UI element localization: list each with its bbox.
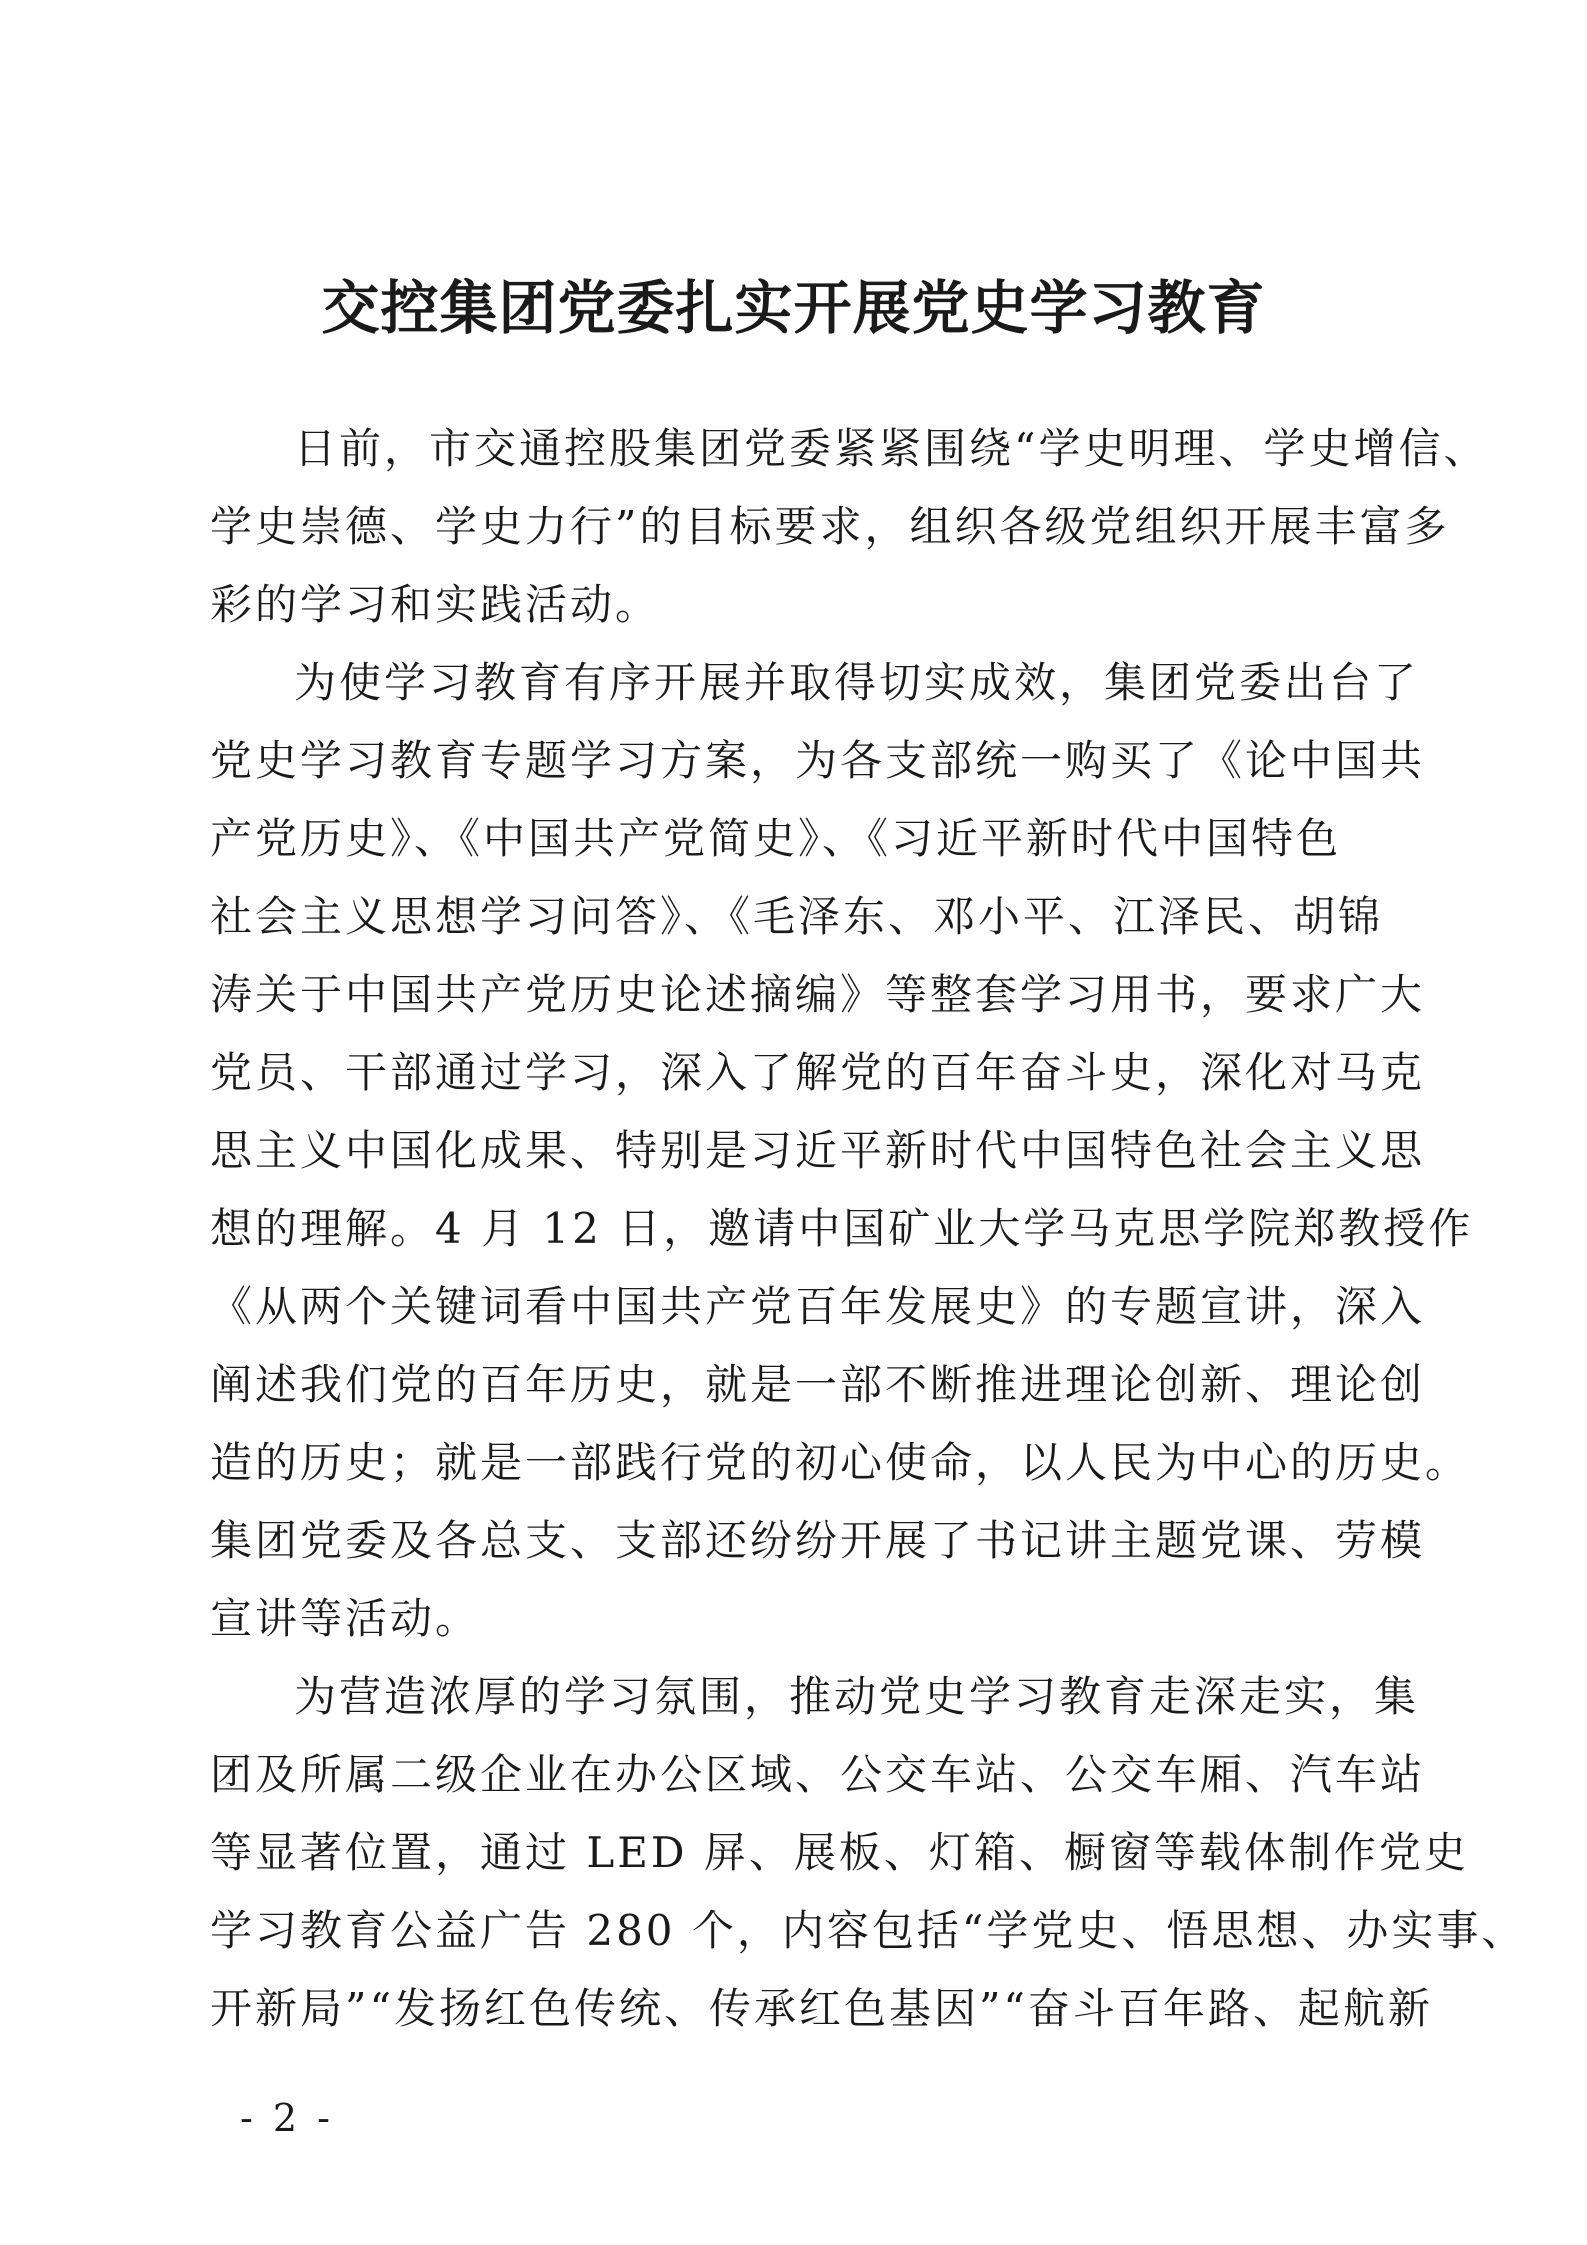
paragraph-line: 党员、干部通过学习，深入了解党的百年奋斗史，深化对马克 — [210, 1048, 1426, 1097]
paragraph-line: 等显著位置，通过 LED 屏、展板、灯箱、橱窗等载体制作党史 — [210, 1828, 1469, 1877]
document-title: 交控集团党委扎实开展党史学习教育 — [321, 274, 1266, 342]
paragraph-line: 彩的学习和实践活动。 — [210, 580, 661, 629]
paragraph-2 — [210, 644, 1474, 1658]
paragraph-3 — [210, 1658, 1527, 2048]
page-number: - 2 - — [240, 2096, 335, 2140]
paragraph-line: 阐述我们党的百年历史，就是一部不断推进理论创新、理论创 — [210, 1360, 1426, 1409]
paragraph-line: 团及所属二级企业在办公区域、公交车站、公交车厢、汽车站 — [210, 1750, 1426, 1799]
paragraph-line: 《从两个关键词看中国共产党百年发展史》的专题宣讲，深入 — [210, 1282, 1426, 1331]
paragraph-line: 涛关于中国共产党历史论述摘编》等整套学习用书，要求广大 — [210, 970, 1426, 1019]
paragraph-line: 思主义中国化成果、特别是习近平新时代中国特色社会主义思 — [210, 1126, 1426, 1175]
document-body — [210, 410, 1527, 2048]
paragraph-line: 造的历史；就是一部践行党的初心使命，以人民为中心的历史。 — [210, 1438, 1471, 1487]
paragraph-line: 党史学习教育专题学习方案，为各支部统一购买了《论中国共 — [210, 736, 1426, 785]
paragraph-line: 日前，市交通控股集团党委紧紧围绕“学史明理、学史增信、 — [294, 424, 1489, 473]
paragraph-line: 产党历史》、《中国共产党简史》、《习近平新时代中国特色 — [210, 814, 1342, 863]
paragraph-line: 集团党委及各总支、支部还纷纷开展了书记讲主题党课、劳模 — [210, 1516, 1426, 1565]
paragraph-1 — [210, 410, 1489, 644]
paragraph-line: 为使学习教育有序开展并取得切实成效，集团党委出台了 — [294, 658, 1420, 707]
paragraph-line: 学习教育公益广告 280 个，内容包括“学党史、悟思想、办实事、 — [210, 1906, 1527, 1955]
paragraph-line: 想的理解。4 月 12 日，邀请中国矿业大学马克思学院郑教授作 — [210, 1204, 1474, 1253]
paragraph-line: 为营造浓厚的学习氛围，推动党史学习教育走深走实，集 — [294, 1672, 1420, 1721]
paragraph-line: 学史崇德、学史力行”的目标要求，组织各级党组织开展丰富多 — [210, 502, 1450, 551]
paragraph-line: 宣讲等活动。 — [210, 1594, 481, 1643]
paragraph-line: 开新局”“发扬红色传统、传承红色基因”“奋斗百年路、起航新 — [210, 1984, 1433, 2033]
paragraph-line: 社会主义思想学习问答》、《毛泽东、邓小平、江泽民、胡锦 — [210, 892, 1384, 941]
